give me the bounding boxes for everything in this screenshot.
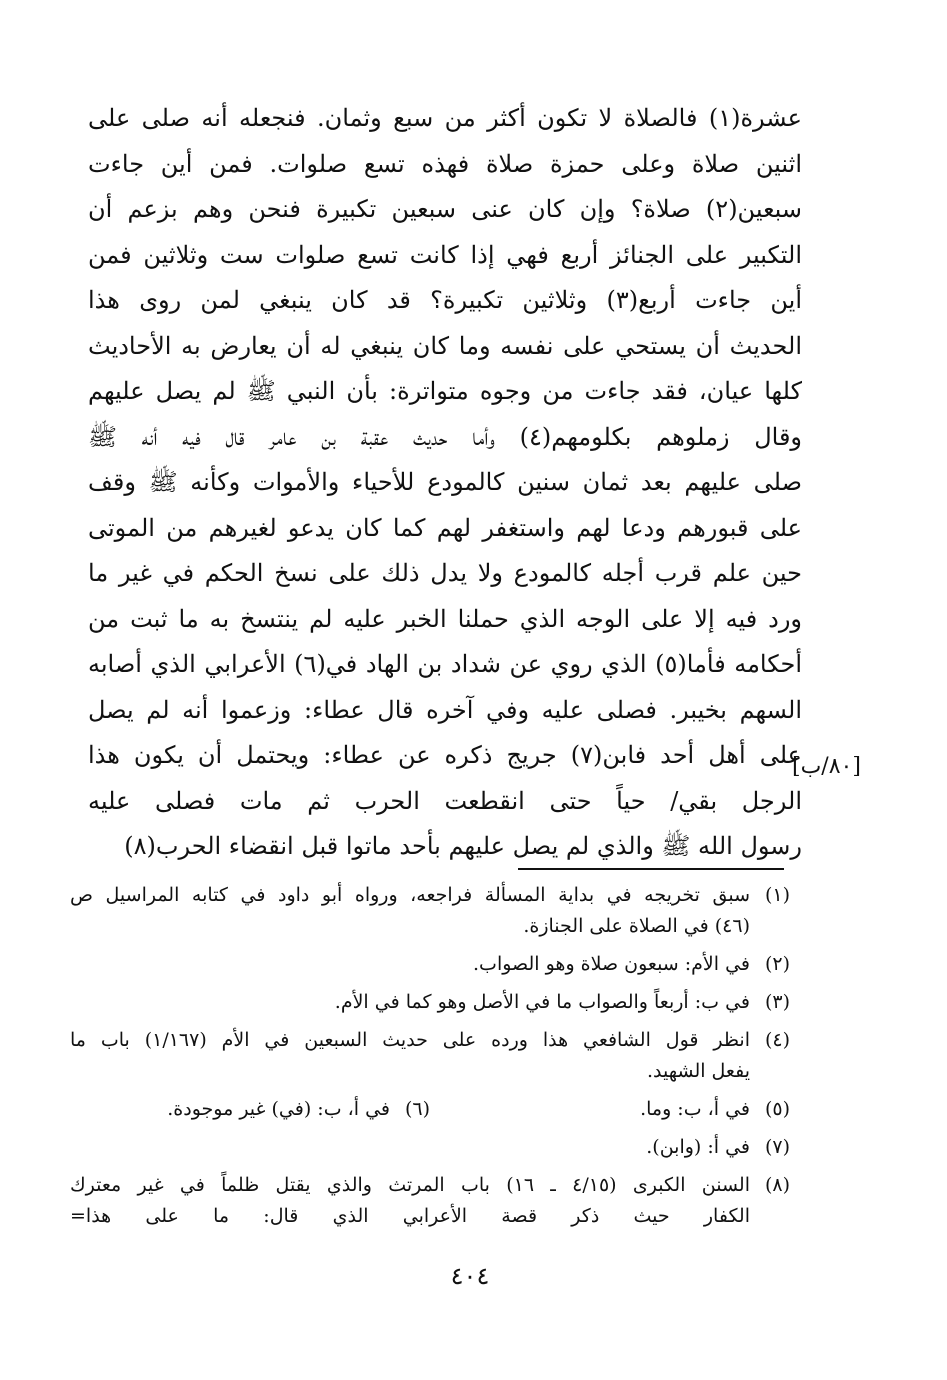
text-line: على قبورهم ودعا لهم واستغفر لهم كما كان يدعو لغيرهم من الموتى (88, 513, 802, 542)
text-line: السهم بخيبر. فصلى عليه وفي آخره قال عطاء: وزعموا أنه لم يصل (88, 695, 802, 724)
page-number: ٤٠٤ (450, 1262, 490, 1290)
footnote-body (70, 949, 750, 980)
footnote-body (70, 1170, 750, 1232)
footnote-5-6 (70, 1094, 790, 1125)
footnote-number: (٦) (404, 1098, 430, 1120)
footnote-4 (70, 1025, 790, 1087)
footnote-separator (518, 868, 784, 870)
footnote-body (70, 880, 750, 942)
text-line: على أهل أحد فابن(٧) جريج ذكره عن عطاء: ويحتمل أن يكون هذا (88, 741, 802, 769)
footnote-line: يفعل الشهيد. (646, 1060, 750, 1082)
footnote-line: في ب: أربعاً والصواب ما في الأصل وهو كما في الأم. (334, 991, 750, 1013)
footnote-number: (٨) (764, 1174, 790, 1196)
footnote-body (70, 1025, 750, 1087)
footnote-body (70, 1132, 750, 1163)
footnote-line: الكفار حيث ذكر قصة الأعرابي الذي قال: ما على هذا= (70, 1205, 750, 1227)
footnotes-section (70, 880, 790, 1239)
text-line: أين جاءت أربع(٣) وثلاثين تكبيرة؟ قد كان ينبغي لمن روى هذا (88, 286, 802, 314)
footnote-line: في الأم: سبعون صلاة وهو الصواب. (473, 953, 750, 975)
text-line: رسول الله ﷺ والذي لم يصل عليهم بأحد ماتوا قبل انقضاء الحرب(٨) (124, 832, 802, 860)
text-line: صلى عليهم بعد ثمان سنين كالمودع للأحياء والأموات وكأنه ﷺ وقف (88, 468, 802, 496)
folio-marker: [٨٠/ب] (792, 754, 861, 779)
footnote-number: (١) (764, 884, 790, 906)
text-line: وقال زملوهم بكلومهم(٤) وأما حديث عقبة بن عامر قال فيه أنه ﷺ (88, 422, 802, 451)
text-line: سبعين(٢) صلاة؟ وإن كان عنى سبعين تكبيرة فنحن وهم بزعم أن (88, 195, 802, 223)
text-line: عشرة(١) فالصلاة لا تكون أكثر من سبع وثمان. فنجعله أنه صلى على (88, 104, 802, 132)
footnote-line: انظر قول الشافعي هذا ورده على حديث السبعين في الأم (١/١٦٧) باب ما (70, 1029, 750, 1051)
text-line: الرجل بقي/ حياً حتى انقطعت الحرب ثم مات فصلى عليه (88, 786, 802, 815)
footnote-line: في أ: (وابن). (646, 1136, 750, 1158)
footnote-number: (٥) (764, 1098, 790, 1120)
text-line: ورد فيه إلا على الوجه الذي حملنا الخبر عليه لم ينتسخ به ما ثبت من (88, 604, 802, 633)
footnote-text: في أ، ب: وما. (640, 1098, 750, 1120)
text-line: التكبير على الجنائز أربع فهي إذا كانت تسع صلوات ست وثلاثين فمن (88, 240, 802, 269)
text-line: أحكامه فأما(٥) الذي روي عن شداد بن الهاد في(٦) الأعرابي الذي أصابه (88, 650, 802, 678)
footnote-3 (70, 987, 790, 1018)
footnote-body (70, 987, 750, 1018)
footnote-number: (٧) (764, 1136, 790, 1158)
footnote-line: السنن الكبرى (٤/١٥ ـ ١٦) باب المرتث والذي يقتل ظلماً في غير معترك (70, 1174, 750, 1196)
footnote-number: (٢) (764, 953, 790, 975)
main-text-block (88, 96, 802, 870)
text-line: حين علم قرب أجله كالمودع ولا يدل ذلك على نسخ الحكم في غير ما (88, 559, 802, 587)
footnote-5 (430, 1094, 790, 1125)
footnote-line: سبق تخريجه في بداية المسألة فراجعه، ورواه أبو داود في كتابه المراسيل ص (70, 884, 750, 906)
footnote-number: (٣) (764, 991, 790, 1013)
text-line: اثنين صلاة وعلى حمزة صلاة فهذه تسع صلوات. فمن أين جاءت (88, 149, 802, 178)
footnote-1 (70, 880, 790, 942)
footnote-text: في أ، ب: (في) غير موجودة. (167, 1098, 390, 1120)
footnote-2 (70, 949, 790, 980)
text-line: كلها عيان، فقد جاءت من وجوه متواترة: بأن النبي ﷺ لم يصل عليهم (88, 377, 802, 405)
footnote-7 (70, 1132, 790, 1163)
footnote-line: (٤٦) في الصلاة على الجنازة. (523, 915, 750, 937)
footnote-number: (٤) (764, 1029, 790, 1051)
footnote-8 (70, 1170, 790, 1232)
footnote-6 (70, 1094, 430, 1125)
text-line: الحديث أن يستحي على نفسه وما كان ينبغي له أن يعارض به الأحاديث (88, 331, 802, 360)
